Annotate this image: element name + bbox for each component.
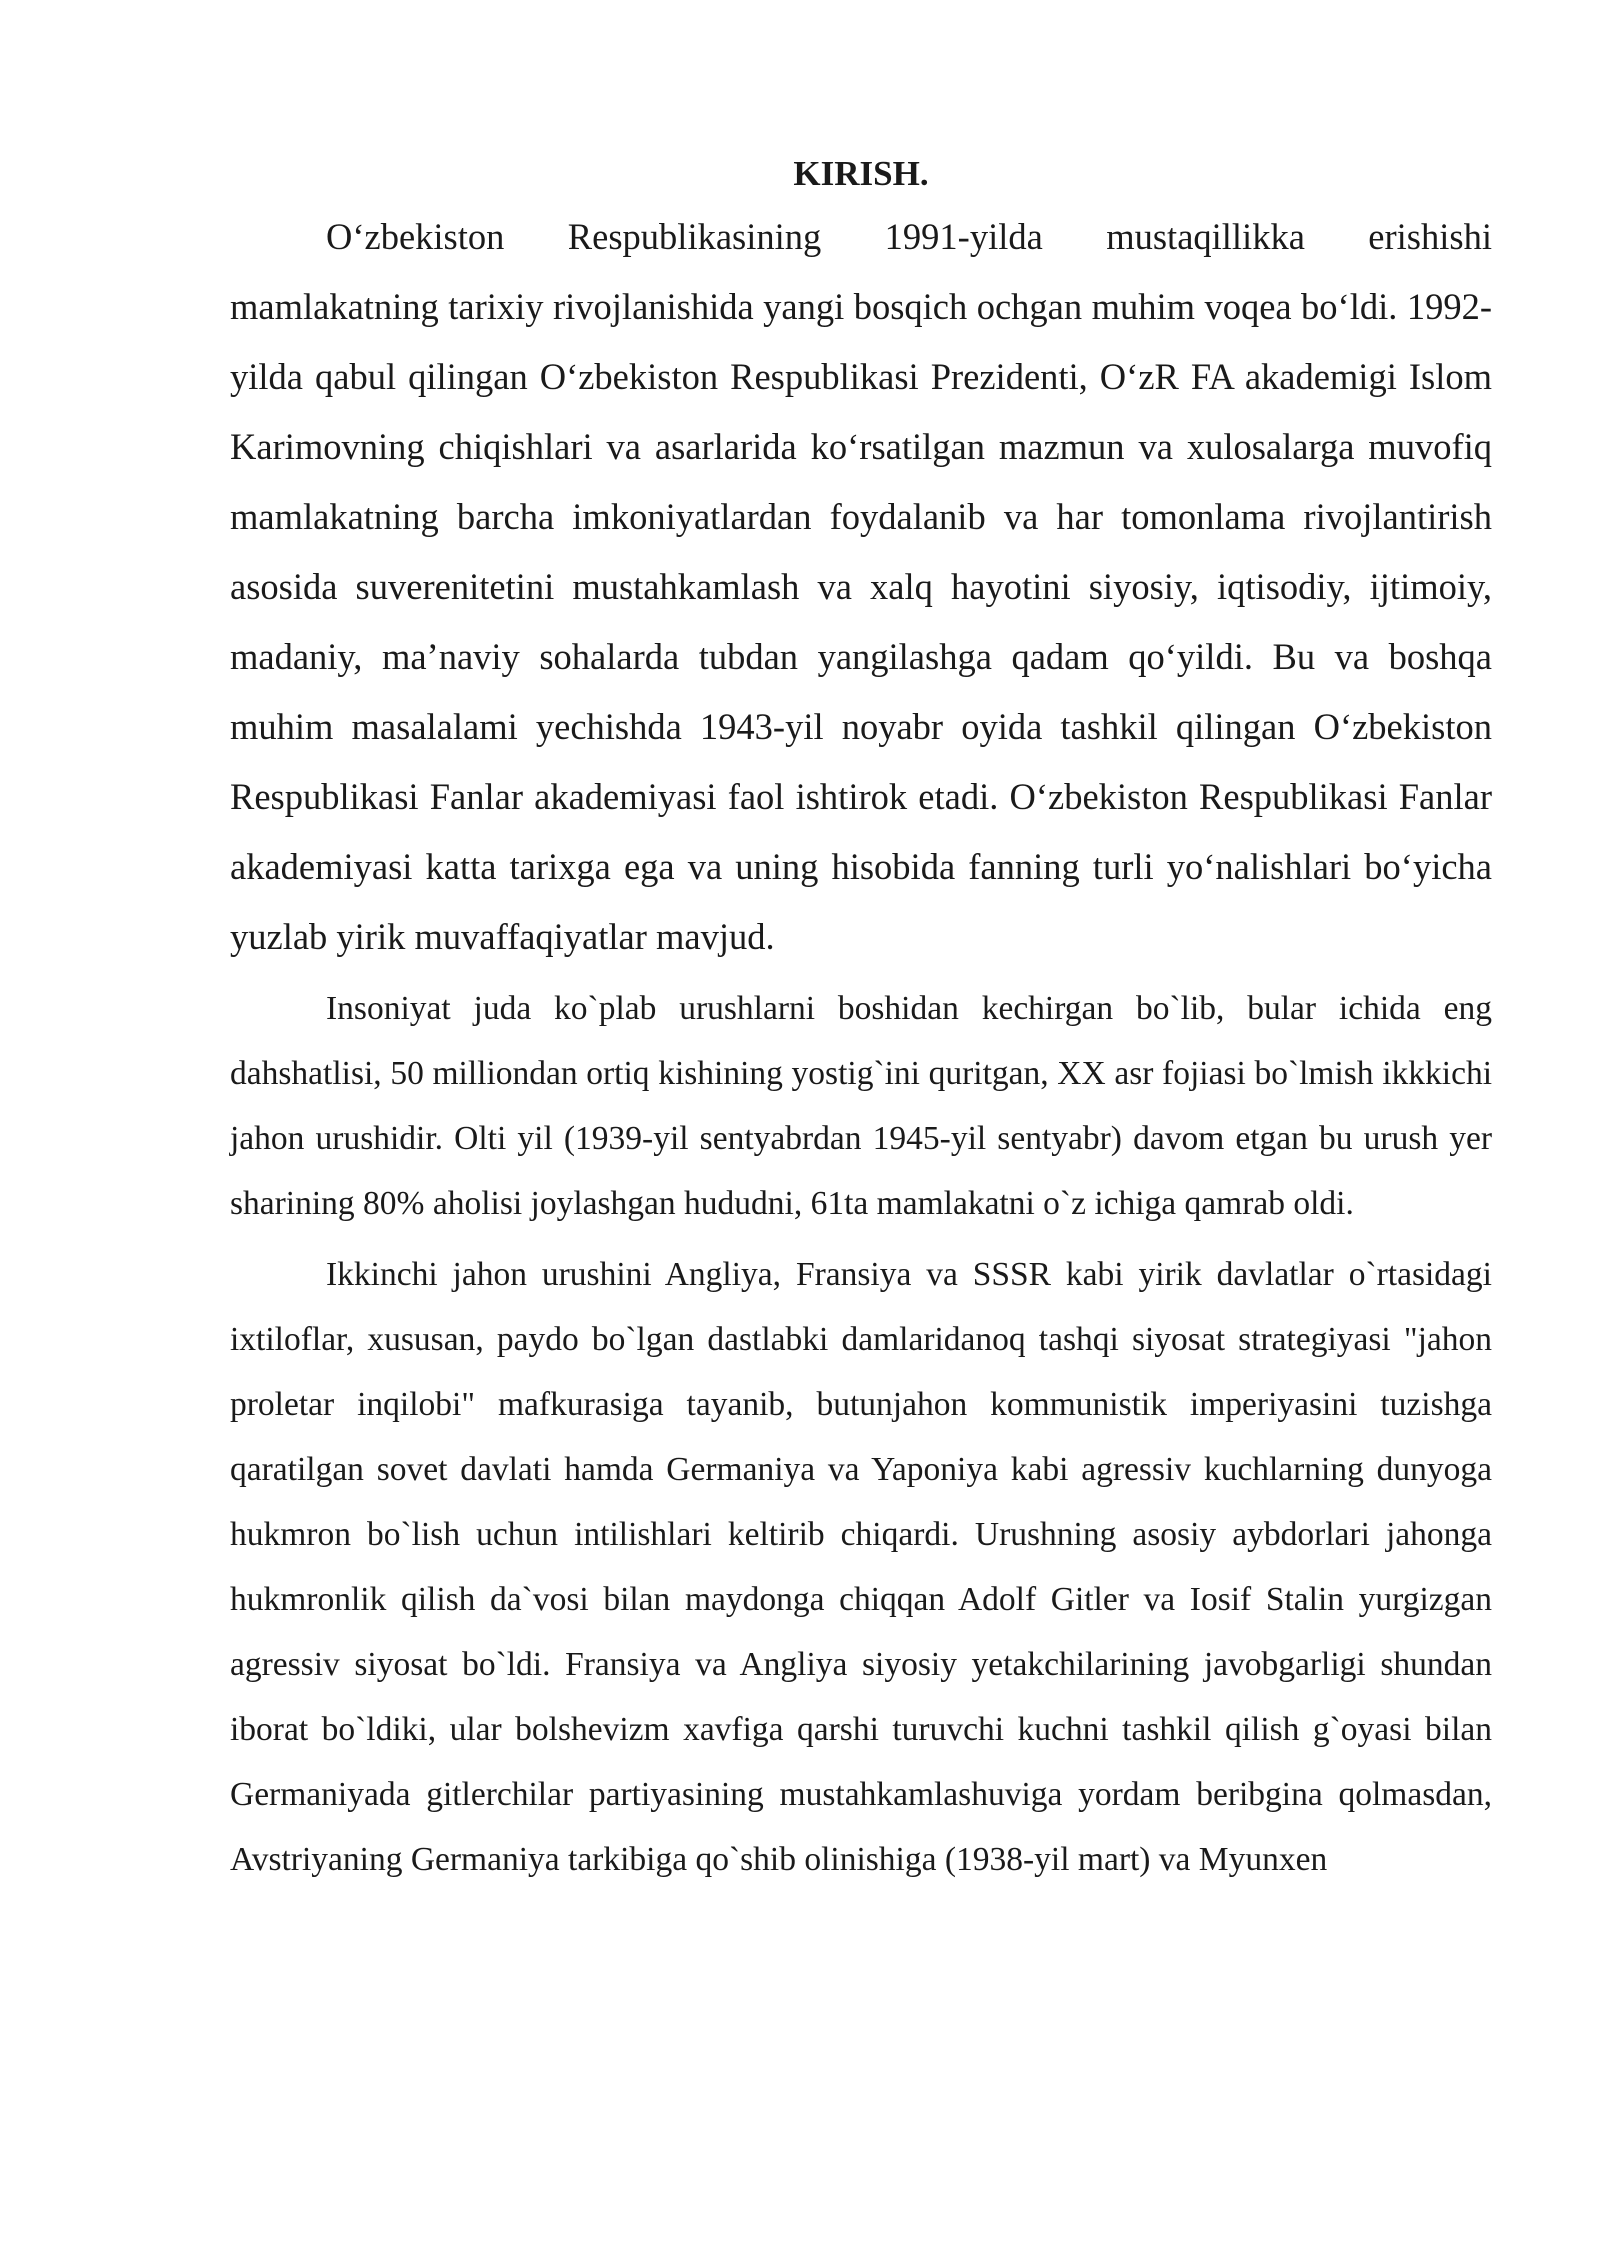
paragraph-1: O‘zbekiston Respublikasining 1991-yilda mustaqillikka erishishi mamlakatning tarixiy rivojlanishida yangi bosqich ochgan muhim voqea bo‘ldi. 1992-yilda qabul qilingan O‘zbekiston Respublikasi Prezidenti, O‘zR FA akademigi Islom Karimovning chiqishlari va asarlarida ko‘rsatilgan mazmun va xulosalarga muvofiq mamlakatning barcha imkoniyatlardan foydalanib va har tomonlama rivojlantirish asosida suverenitetini mustahkamlash va xalq hayotini siyosiy, iqtisodiy, ijtimoiy, madaniy, ma’naviy sohalarda tubdan yangilashga qadam qo‘yildi. Bu va boshqa muhim masalalami yechishda 1943-yil noyabr oyida tashkil qilingan O‘zbekiston Respublikasi Fanlar akademiyasi faol ishtirok etadi. O‘zbekiston Respublikasi Fanlar akademiyasi katta tarixga ega va uning hisobida fanning turli yo‘nalishlari bo‘yicha yuzlab yirik muvaffaqiyatlar mavjud. bbox=[230, 216, 1492, 957]
paragraph-3: Ikkinchi jahon urushini Angliya, Fransiya va SSSR kabi yirik davlatlar o`rtasidagi ixtiloflar, xususan, paydo bo`lgan dastlabki damlaridanoq tashqi siyosat strategiyasi "jahon proletar inqilobi" mafkurasiga tayanib, butunjahon kommunistik imperiyasini tuzishga qaratilgan sovet davlati hamda Germaniya va Yaponiya kabi agressiv kuchlarning dunyoga hukmron bo`lish uchun intilishlari keltirib chiqardi. Urushning asosiy aybdorlari jahonga hukmronlik qilish da`vosi bilan maydonga chiqqan Adolf Gitler va Iosif Stalin yurgizgan agressiv siyosat bo`ldi. Fransiya va Angliya siyosiy yetakchilarining javobgarligi shundan iborat bo`ldiki, ular bolshevizm xavfiga qarshi turuvchi kuchni tashkil qilish g`oyasi bilan Germaniyada gitlerchilar partiyasining mustahkamlashuviga yordam beribgina qolmasdan, Avstriyaning Germaniya tarkibiga qo`shib olinishiga (1938-yil mart) va Myunxen bbox=[230, 1256, 1492, 1878]
page-title: KIRISH. bbox=[793, 154, 929, 193]
paragraph-2: Insoniyat juda ko`plab urushlarni boshidan kechirgan bo`lib, bular ichida eng dahshatlisi, 50 milliondan ortiq kishining yostig`ini quritgan, XX asr fojiasi bo`lmish ikkkichi jahon urushidir. Olti yil (1939-yil sentyabrdan 1945-yil sentyabr) davom etgan bu urush yer sharining 80% aholisi joylashgan hududni, 61ta mamlakatni o`z ichiga qamrab oldi. bbox=[230, 990, 1492, 1222]
document-page bbox=[230, 150, 1492, 1892]
